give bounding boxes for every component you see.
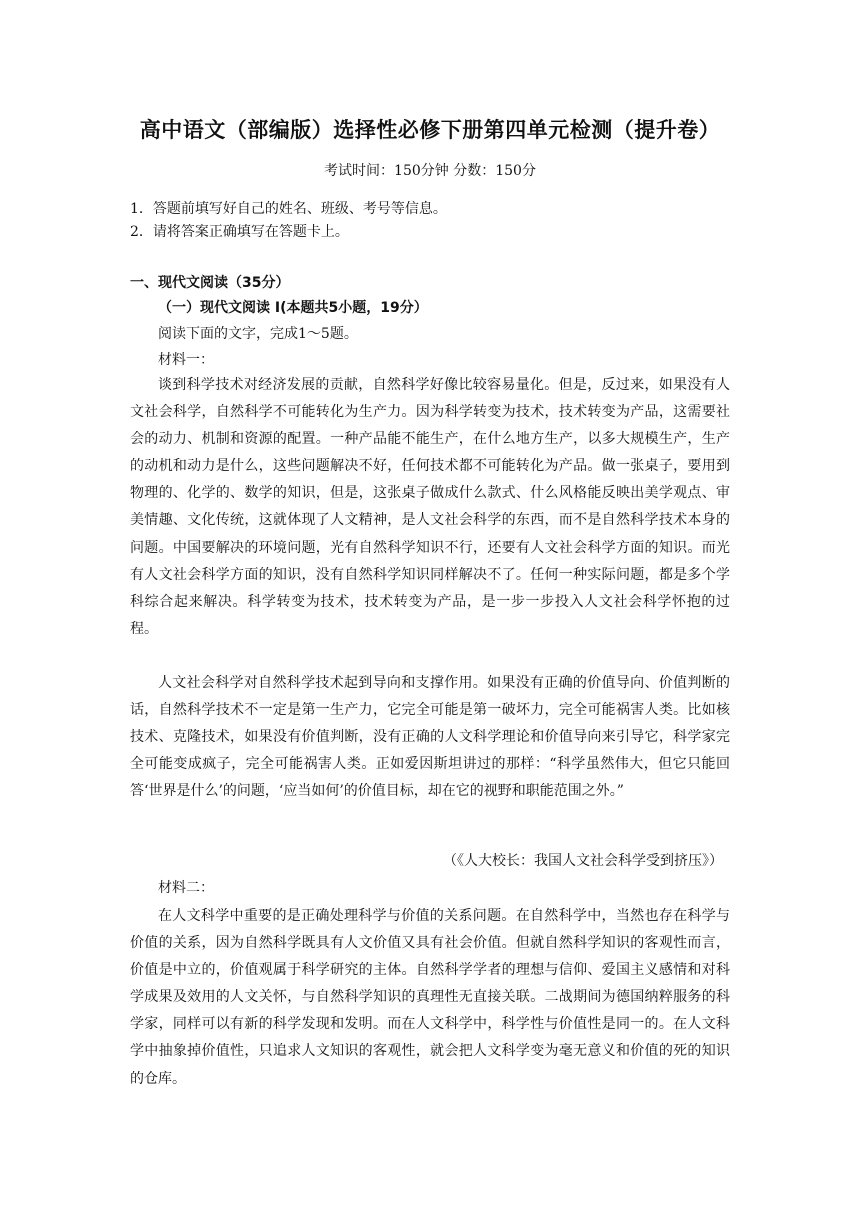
document-title: 高中语文（部编版）选择性必修下册第四单元检测（提升卷） bbox=[139, 118, 721, 142]
instruction-2: 2．请将答案正确填写在答题卡上。 bbox=[130, 224, 349, 240]
material-1-paragraph-1: 谈到科学技术对经济发展的贡献，自然科学好像比较容易量化。但是，反过来，如果没有人文社会科学，自然科学不可能转化为生产力。因为科学转变为技术，技术转变为产品，这需要社会的动力、机制和资源的配置。一种产品能不能生产，在什么地方生产，以多大规模生产，生产的动机和动力是什么，这些问题解决不好，任何技术都不可能转化为产品。做一张桌子，要用到物理的、化学的、数学的知识，但是，这张桌子做成什么款式、什么风格能反映出美学观点、审美情趣、文化传统，这就体现了人文精神，是人文社会科学的东西，而不是自然科学技术本身的问题。中国要解决的环境问题，光有自然科学知识不行，还要有人文社会科学方面的知识。而光有人文社会科学方面的知识，没有自然科学知识同样解决不了。任何一种实际问题，都是多个学科综合起来解决。科学转变为技术，技术转变为产品，是一步一步投入人文社会科学怀抱的过程。 bbox=[130, 377, 730, 637]
material-2-paragraph-1: 在人文科学中重要的是正确处理科学与价值的关系问题。在自然科学中，当然也存在科学与价值的关系，因为自然科学既具有人文价值又具有社会价值。但就自然科学知识的客观性而言，价值是中立的，价值观属于科学研究的主体。自然科学学者的理想与信仰、爱国主义感情和对科学成果及效用的人文关怀，与自然科学知识的真理性无直接关联。二战期间为德国纳粹服务的科学家，同样可以有新的科学发现和发明。而在人文科学中，科学性与价值性是同一的。在人文科学中抽象掉价值性，只追求人文知识的客观性，就会把人文科学变为毫无意义和价值的死的知识的仓库。 bbox=[130, 908, 730, 1087]
material-1-paragraph-2: 人文社会科学对自然科学技术起到导向和支撑作用。如果没有正确的价值导向、价值判断的话，自然科学技术不一定是第一生产力，它完全可能是第一破坏力，完全可能祸害人类。比如核技术、克隆技术，如果没有价值判断，没有正确的人文科学理论和价值导向来引导它，科学家完全可能变成疯子，完全可能祸害人类。正如爱因斯坦讲过的那样：“科学虽然伟大，但它只能回答‘世界是什么’的问题，‘应当如何’的价值目标，却在它的视野和职能范围之外。” bbox=[130, 675, 730, 800]
exam-info: 考试时间：150分钟 分数：150分 bbox=[324, 163, 536, 179]
instruction-1: 1．答题前填写好自己的姓名、班级、考号等信息。 bbox=[130, 201, 447, 217]
material-1-label: 材料一： bbox=[158, 352, 214, 368]
material-1-source: （《人大校长：我国人文社会科学受到挤压》） bbox=[443, 853, 723, 869]
reading-prompt: 阅读下面的文字，完成1～5题。 bbox=[158, 326, 358, 342]
subsection-heading: （一）现代文阅读 I(本题共5小题，19分） bbox=[158, 300, 428, 316]
material-2-label: 材料二： bbox=[158, 880, 214, 896]
section-heading: 一、现代文阅读（35分） bbox=[130, 275, 290, 291]
